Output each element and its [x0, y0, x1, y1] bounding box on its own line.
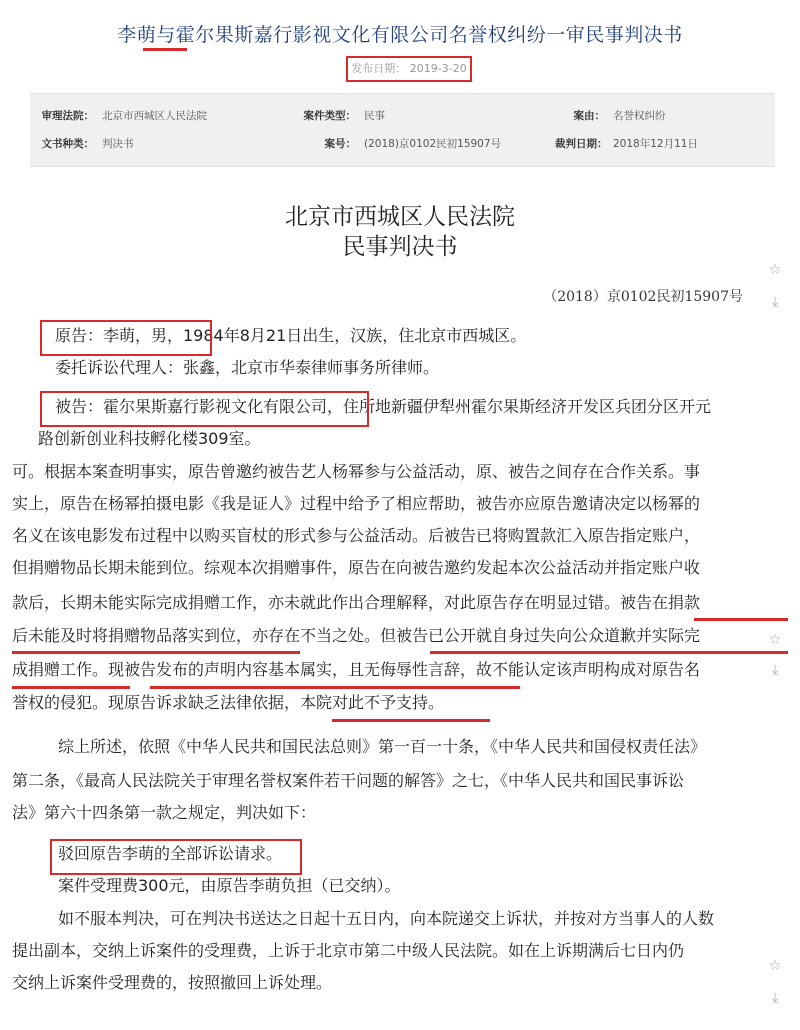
- appeal-line: 如不服本判决，可在判决书送达之日起十五日内，向本院递交上诉状，并按对方当事人的人数: [58, 909, 715, 928]
- meta-doc-type: 文书种类： 判决书: [41, 138, 134, 150]
- body-line: 名义在该电影发布过程中以购买盲杖的形式参与公益活动。后被告已将购置款汇入原告指定账户，: [12, 526, 701, 545]
- meta-case-type: 案件类型： 民事: [303, 110, 385, 122]
- star-icon[interactable]: ☆: [768, 262, 782, 278]
- document-heading: [0, 202, 800, 262]
- highlight-underline: [150, 686, 520, 689]
- highlight-underline: [12, 686, 130, 689]
- body-line: 款后，长期未能实际完成捐赠工作，亦未就此作出合理解释，对此原告存在明显过错。被告在捐款: [12, 593, 701, 612]
- page-title: 李萌与霍尔果斯嘉行影视文化有限公司名誉权纠纷一审民事判决书: [117, 24, 683, 46]
- meta-judgment-date: 裁判日期： 2018年12月11日: [555, 138, 698, 150]
- body-line: 实上，原告在杨幂拍摄电影《我是证人》过程中给予了相应帮助，被告亦应原告邀请决定以杨幂的: [12, 494, 701, 513]
- title-highlight-underline: [143, 48, 187, 51]
- defendant-highlight-box: [40, 391, 369, 427]
- publish-date: 发布日期： 2019-3-20: [346, 56, 472, 82]
- highlight-underline: [430, 651, 788, 654]
- download-icon[interactable]: ⤓: [771, 662, 779, 678]
- body-line: 成捐赠工作。现被告发布的声明内容基本属实，且无侮辱性言辞，故不能认定该声明构成对原告名: [12, 660, 701, 679]
- body-line: 可。根据本案查明事实，原告曾邀约被告艺人杨幂参与公益活动，原、被告之间存在合作关系。事: [12, 462, 701, 481]
- plaintiff-line: 原告：李萌，男，1984年8月21日出生，汉族，住北京市西城区。: [55, 326, 527, 345]
- meta-cause: 案由： 名誉权纠纷: [573, 110, 666, 122]
- appeal-line: 提出副本，交纳上诉案件的受理费，上诉于北京市第二中级人民法院。如在上诉期满后七日内仍: [12, 941, 685, 960]
- download-icon[interactable]: ⤓: [771, 990, 779, 1006]
- document-title: 民事判决书: [342, 234, 458, 260]
- meta-court: 审理法院： 北京市西城区人民法院: [41, 110, 207, 122]
- verdict-line: 驳回原告李萌的全部诉讼请求。: [58, 844, 283, 863]
- body-line: 但捐赠物品长期未能到位。综观本次捐赠事件，原告在向被告邀约发起本次公益活动并指定账户收: [12, 558, 701, 577]
- court-fee-line: 案件受理费300元，由原告李萌负担（已交纳）。: [58, 876, 401, 895]
- case-number: （2018）京0102民初15907号: [543, 289, 743, 305]
- appeal-line: 交纳上诉案件受理费的，按照撤回上诉处理。: [12, 973, 333, 992]
- ruling-basis-line: 第二条，《最高人民法院关于审理名誉权案件若干问题的解答》之七，《中华人民共和国民事诉讼: [12, 771, 685, 790]
- star-icon[interactable]: ☆: [768, 958, 782, 974]
- body-line: 后未能及时将捐赠物品落实到位，亦存在不当之处。但被告已公开就自身过失向公众道歉并实际完: [12, 626, 701, 645]
- ruling-basis-line: 综上所述，依照《中华人民共和国民法总则》第一百一十条，《中华人民共和国侵权责任法》: [58, 737, 707, 756]
- defendant-address-line: 路创新创业科技孵化楼309室。: [38, 429, 261, 448]
- meta-case-number: 案号： (2018)京0102民初15907号: [324, 138, 502, 150]
- star-icon[interactable]: ☆: [768, 632, 782, 648]
- defendant-line: 被告：霍尔果斯嘉行影视文化有限公司，住所地新疆伊犁州霍尔果斯经济开发区兵团分区开元: [55, 397, 712, 416]
- body-line: 誉权的侵犯。现原告诉求缺乏法律依据，本院对此不予支持。: [12, 693, 445, 712]
- highlight-underline: [332, 719, 490, 722]
- verdict-highlight-box: [50, 839, 302, 875]
- highlight-underline: [12, 651, 300, 654]
- highlight-underline: [694, 618, 788, 621]
- court-name: 北京市西城区人民法院: [285, 204, 515, 230]
- plaintiff-highlight-box: [40, 320, 212, 356]
- agent-line: 委托诉讼代理人：张鑫，北京市华泰律师事务所律师。: [55, 358, 440, 377]
- case-meta-panel: [30, 93, 775, 167]
- ruling-basis-line: 法》第六十四条第一款之规定，判决如下：: [12, 803, 317, 822]
- download-icon[interactable]: ⤓: [771, 294, 779, 310]
